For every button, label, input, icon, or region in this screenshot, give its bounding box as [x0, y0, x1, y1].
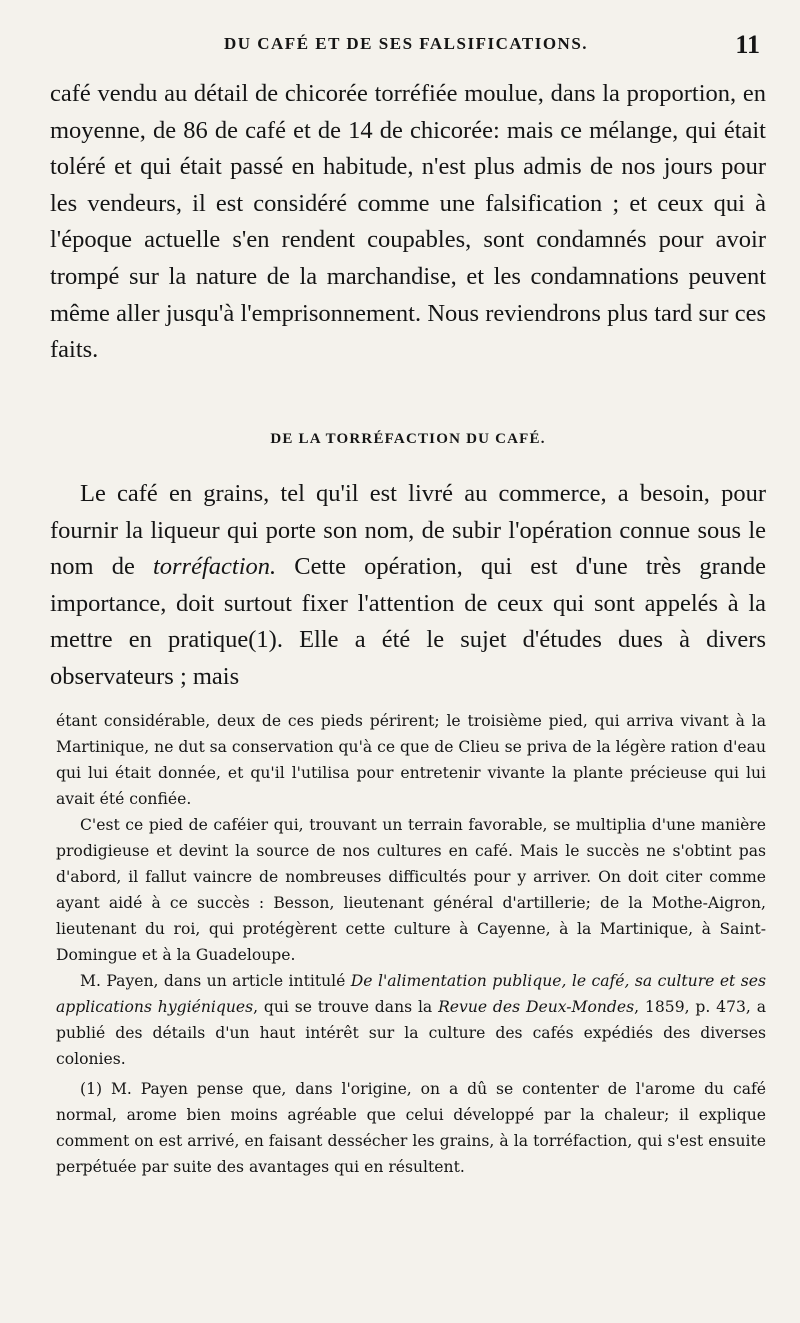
note-text: M. Payen, dans un article intitulé: [80, 972, 351, 990]
italic-title: De l'alimentation publique, le café, sa culture et ses applications hygiéniques: [56, 972, 766, 1016]
note-text: , 1859, p. 473, a publié des détails d'un haut intérêt sur la culture des cafés expédiés des diverses colonies.: [56, 998, 766, 1068]
note-paragraph: C'est ce pied de caféier qui, trouvant un terrain favorable, se multiplia d'une manière prodigieuse et devint la source de nos cultures en café. Mais le succès ne s'obtint pas d'abord, il fallut vaincre de nombreuses difficultés pour y arriver. On doit citer comme ayant aidé à ce succès : Besson, lieutenant général d'artillerie; de la Mothe-Aigron, lieutenant du roi, qui protégèrent cette culture à Cayenne, à la Martinique, à Saint-Domingue et à la Guadeloupe.: [56, 816, 766, 964]
section-paragraph: [50, 476, 766, 696]
page-number: 11: [735, 30, 760, 59]
running-header: [50, 30, 762, 64]
continuation-text: [50, 76, 766, 369]
paragraph-text: Le café en grains, tel qu'il est livré au commerce, a besoin, pour fournir la liqueur qui porte son nom, de subir l'opération connue sous le nom de: [50, 480, 766, 581]
section-heading: DE LA TORRÉFACTION DU CAFÉ.: [270, 431, 546, 447]
note-continued: étant considérable, deux de ces pieds périrent; le troisième pied, qui arriva vivant à la Martinique, ne dut sa conservation qu'à ce que de Clieu se priva de la légère ration d'eau qui lui était donnée, et qu'il l'utilisa pour entretenir vivante la plante précieuse qui lui avait été confiée.: [56, 712, 766, 808]
footnote: (1) M. Payen pense que, dans l'origine, on a dû se contenter de l'arome du café normal, arome bien moins agréable que celui développé par la chaleur; il explique comment on est arrivé, en faisant dessécher les grains, à la torréfaction, qui s'est ensuite perpétuée par suite des avantages qui en résultent.: [56, 1080, 766, 1176]
continuation-paragraph: café vendu au détail de chicorée torréfiée moulue, dans la proportion, en moyenne, de 86 de café et de 14 de chicorée: mais ce mélange, qui était toléré et qui était passé en habitude, n'est plus admis de nos jours pour les vendeurs, il est considéré comme une falsification ; et ceux qui à l'époque actuelle s'en rendent coupables, sont condamnés pour avoir trompé sur la nature de la marchandise, et les condamnations peuvent même aller jusqu'à l'emprisonnement. Nous reviendrons plus tard sur ces faits.: [50, 80, 766, 364]
italic-title: Revue des Deux-Mondes: [438, 998, 635, 1016]
italic-term: torréfaction.: [152, 553, 277, 581]
paragraph-text: Cette opération, qui est d'une très grande importance, doit surtout fixer l'attention de ceux qui sont appelés à la mettre en pratique(1). Elle a été le sujet d'études dues à divers observateurs ; mais: [50, 553, 766, 690]
section-body: [50, 476, 766, 696]
note-text: , qui se trouve dans la: [253, 998, 439, 1016]
note-paragraph: [56, 968, 766, 1072]
notes-block: [56, 708, 766, 1180]
running-title: DU CAFÉ ET DE SES FALSIFICATIONS.: [223, 34, 589, 53]
